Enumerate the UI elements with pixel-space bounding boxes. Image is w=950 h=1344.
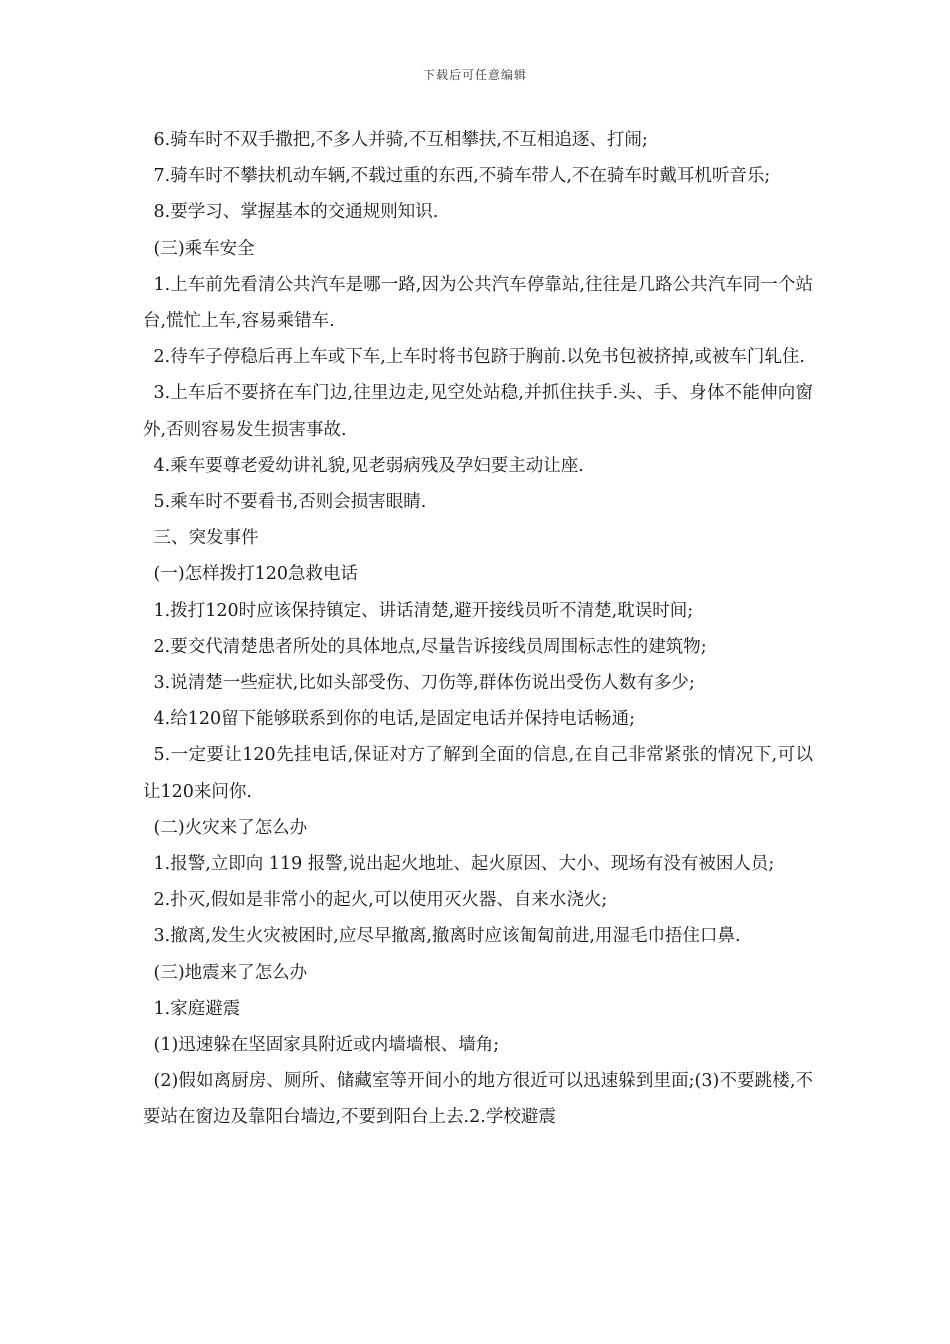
paragraph-cycling-rule-6: 6.骑车时不双手撒把,不多人并骑,不互相攀扶,不互相追逐、打闹; xyxy=(153,130,648,150)
paragraph-home-earthquake-1: (1)迅速躲在坚固家具附近或内墙墙根、墙角; xyxy=(153,1035,500,1056)
paragraph-home-earthquake-2-3: (2)假如离厨房、厕所、储藏室等开间小的地方很近可以迅速躲到里面;(3)不要跳楼,不要站在窗边及靠阳台墙边,不要到阳台上去.2.学校避震 xyxy=(143,1071,813,1128)
paragraph-call-120-rule-3: 3.说清楚一些症状,比如头部受伤、刀伤等,群体伤说出受伤人数有多少; xyxy=(153,673,695,694)
paragraph-home-earthquake: 1.家庭避震 xyxy=(153,998,241,1019)
paragraph-riding-rule-3: 3.上车后不要挤在车门边,往里边走,见空处站稳,并抓住扶手.头、手、身体不能伸向窗外,否则容易发生损害事故. xyxy=(143,383,813,440)
paragraph-fire-rule-3: 3.撤离,发生火灾被困时,应尽早撤离,撤离时应该匍匐前进,用湿毛巾捂住口鼻. xyxy=(153,926,741,947)
paragraph-fire-rule-1: 1.报警,立即向 119 报警,说出起火地址、起火原因、大小、现场有没有被困人员; xyxy=(153,854,775,875)
section-heading-riding-safety: (三)乘车安全 xyxy=(153,238,255,259)
paragraph-call-120-rule-2: 2.要交代清楚患者所处的具体地点,尽量告诉接线员周围标志性的建筑物; xyxy=(153,636,707,657)
subsection-heading-call-120: (一)怎样拨打120急救电话 xyxy=(153,564,359,585)
page-header: 下载后可任意编辑 xyxy=(422,68,527,82)
paragraph-riding-rule-2: 2.待车子停稳后再上车或下车,上车时将书包跻于胸前.以免书包被挤掉,或被车门轧住. xyxy=(153,347,805,368)
paragraph-riding-rule-5: 5.乘车时不要看书,否则会损害眼睛. xyxy=(153,492,427,513)
paragraph-cycling-rule-8: 8.要学习、掌握基本的交通规则知识. xyxy=(153,202,439,223)
subsection-heading-fire: (二)火灾来了怎么办 xyxy=(153,817,308,838)
section-heading-emergencies: 三、突发事件 xyxy=(153,528,259,549)
subsection-heading-earthquake: (三)地震来了怎么办 xyxy=(153,962,308,983)
paragraph-riding-rule-1: 1.上车前先看清公共汽车是哪一路,因为公共汽车停靠站,往往是几路公共汽车同一个站台,慌忙上车,容易乘错车. xyxy=(143,274,813,332)
paragraph-riding-rule-4: 4.乘车要尊老爱幼讲礼貌,见老弱病残及孕妇要主动让座. xyxy=(153,455,584,476)
paragraph-call-120-rule-4: 4.给120留下能够联系到你的电话,是固定电话并保持电话畅通; xyxy=(153,709,636,730)
document-body xyxy=(143,122,813,1136)
paragraph-cycling-rule-7: 7.骑车时不攀扶机动车辆,不载过重的东西,不骑车带人,不在骑车时戴耳机听音乐; xyxy=(153,166,771,187)
paragraph-fire-rule-2: 2.扑灭,假如是非常小的起火,可以使用灭火器、自来水浇火; xyxy=(153,890,608,911)
paragraph-call-120-rule-1: 1.拨打120时应该保持镇定、讲话清楚,避开接线员听不清楚,耽误时间; xyxy=(153,600,694,621)
paragraph-call-120-rule-5: 5.一定要让120先挂电话,保证对方了解到全面的信息,在自己非常紧张的情况下,可以让120来问你. xyxy=(143,745,813,802)
